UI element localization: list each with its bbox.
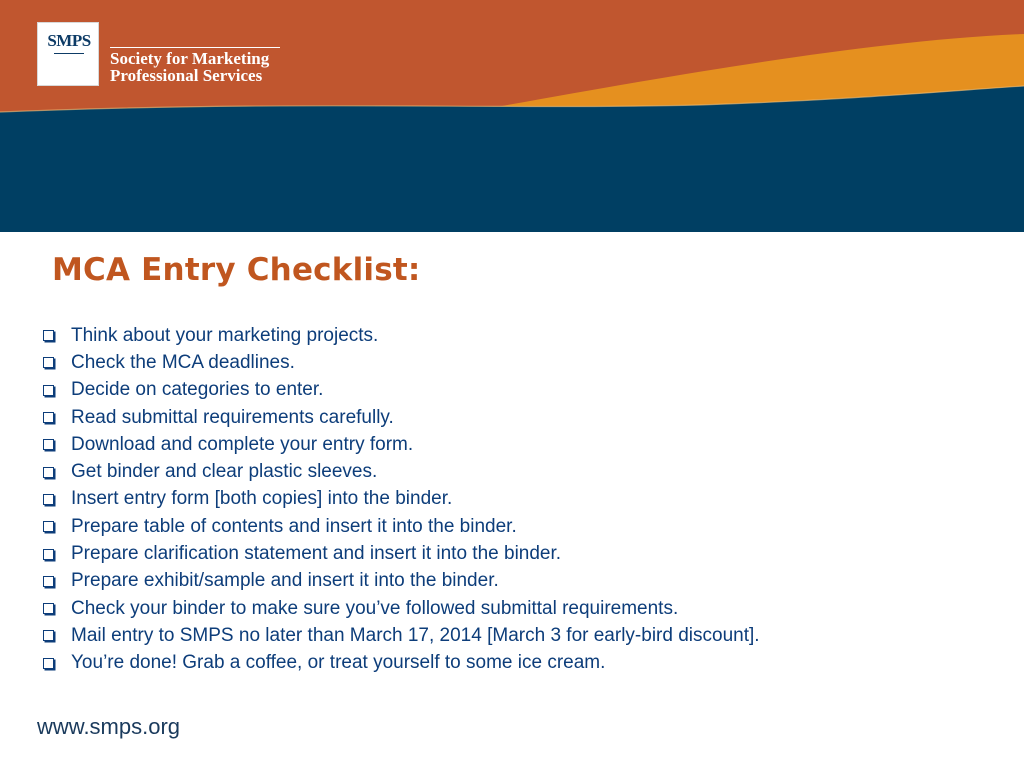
org-name-rule [110, 47, 280, 48]
page-title: MCA Entry Checklist: [52, 252, 421, 288]
checklist-item-label: Prepare table of contents and insert it into the binder. [71, 515, 517, 537]
checklist-item-label: Get binder and clear plastic sleeves. [71, 461, 378, 483]
checklist-item [40, 486, 760, 513]
checklist-item [40, 622, 760, 649]
checklist-item [40, 404, 760, 431]
checklist-item-label: Download and complete your entry form. [71, 433, 414, 455]
checkbox-icon[interactable] [43, 357, 54, 368]
checklist-item-label: Check the MCA deadlines. [71, 351, 295, 373]
checklist-item-label: Think about your marketing projects. [71, 324, 379, 346]
checklist-item [40, 650, 760, 677]
checklist-item-label: Mail entry to SMPS no later than March 17, 2014 [March 3 for early-bird discount]. [71, 624, 760, 646]
checklist-item [40, 513, 760, 540]
checklist-item [40, 377, 760, 404]
checkbox-icon[interactable] [43, 439, 54, 450]
checklist-item [40, 322, 760, 349]
checklist-item [40, 458, 760, 485]
logo-divider [54, 53, 84, 54]
checklist-item-label: Prepare exhibit/sample and insert it into the binder. [71, 570, 499, 592]
checkbox-icon[interactable] [43, 330, 54, 341]
checkbox-icon[interactable] [43, 467, 54, 478]
checklist-item [40, 349, 760, 376]
checkbox-icon[interactable] [43, 385, 54, 396]
checklist-item [40, 431, 760, 458]
checklist-item-label: Insert entry form [both copies] into the binder. [71, 488, 453, 510]
checkbox-icon[interactable] [43, 494, 54, 505]
header-banner [0, 0, 1024, 232]
checklist-item-label: Read submittal requirements carefully. [71, 406, 394, 428]
logo-mark: SMPS [47, 31, 91, 50]
checklist-item [40, 568, 760, 595]
checklist-item [40, 595, 760, 622]
checklist-item [40, 540, 760, 567]
org-name: Society for Marketing Professional Services [110, 49, 270, 85]
website-link[interactable]: www.smps.org [37, 714, 181, 739]
checklist-item-label: Check your binder to make sure you’ve followed submittal requirements. [71, 597, 679, 619]
checkbox-icon[interactable] [43, 658, 54, 669]
checkbox-icon[interactable] [43, 576, 54, 587]
checkbox-icon[interactable] [43, 521, 54, 532]
checkbox-icon[interactable] [43, 549, 54, 560]
checkbox-icon[interactable] [43, 412, 54, 423]
checklist-item-label: Prepare clarification statement and insert it into the binder. [71, 543, 562, 565]
checkbox-icon[interactable] [43, 630, 54, 641]
checklist-item-label: Decide on categories to enter. [71, 379, 324, 401]
entry-checklist [40, 322, 760, 677]
checkbox-icon[interactable] [43, 603, 54, 614]
smps-logo [37, 22, 99, 86]
checklist-item-label: You’re done! Grab a coffee, or treat yourself to some ice cream. [71, 652, 606, 674]
